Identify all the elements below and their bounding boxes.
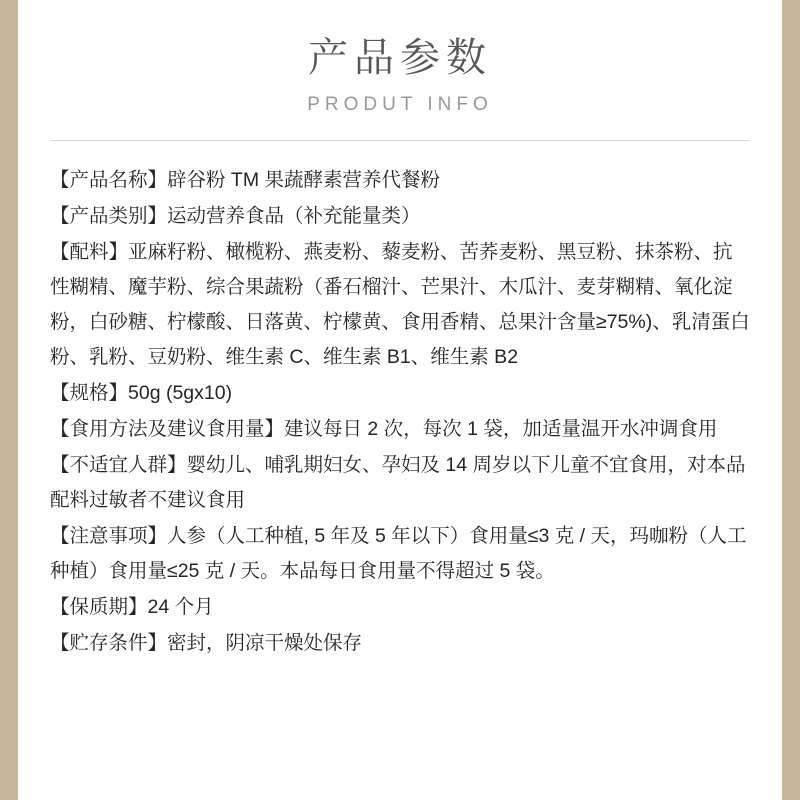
spec-row-product-name: 【产品名称】辟谷粉 TM 果蔬酵素营养代餐粉 xyxy=(50,169,440,191)
left-border-decoration xyxy=(0,0,18,800)
spec-row-unsuitable-groups: 【不适宜人群】婴幼儿、哺乳期妇女、孕妇及 14 周岁以下儿童不宜食用，对本品配料过敏者不建议食用 xyxy=(50,454,746,511)
specification-list xyxy=(50,163,750,662)
spec-row-ingredients: 【配料】亚麻籽粉、橄榄粉、燕麦粉、藜麦粉、苦荞麦粉、黑豆粉、抹茶粉、抗性糊精、魔芋粉、综合果蔬粉（番石榴汁、芒果汁、木瓜汁、麦芽糊精、氧化淀粉，白砂糖、柠檬酸、日落黄、柠檬黄、食用香精、总果汁含量≥75%)、乳清蛋白粉、乳粉、豆奶粉、维生素 C、维生素 B1、维生素 B2 xyxy=(50,241,750,368)
spec-row-product-category: 【产品类别】运动营养食品（补充能量类） xyxy=(50,205,421,227)
right-border-inner-gap xyxy=(776,0,782,800)
spec-row-cautions: 【注意事项】人参（人工种植, 5 年及 5 年以下）食用量≤3 克 / 天，玛咖粉（人工种植）食用量≤25 克 / 天。本品每日食用量不得超过 5 袋。 xyxy=(50,525,747,582)
page-header xyxy=(24,0,776,141)
spec-row-usage: 【食用方法及建议食用量】建议每日 2 次，每次 1 袋，加适量温开水冲调食用 xyxy=(50,418,718,440)
spec-row-specification: 【规格】50g (5gx10) xyxy=(50,382,233,404)
header-divider xyxy=(50,140,750,141)
right-border-decoration xyxy=(782,0,800,800)
page-content xyxy=(24,0,776,800)
spec-row-shelf-life: 【保质期】24 个月 xyxy=(50,596,214,618)
spec-row-storage: 【贮存条件】密封，阴凉干燥处保存 xyxy=(50,632,363,654)
page-title: 产品参数 xyxy=(308,36,492,80)
page-subtitle: PRODUT INFO xyxy=(307,94,493,115)
